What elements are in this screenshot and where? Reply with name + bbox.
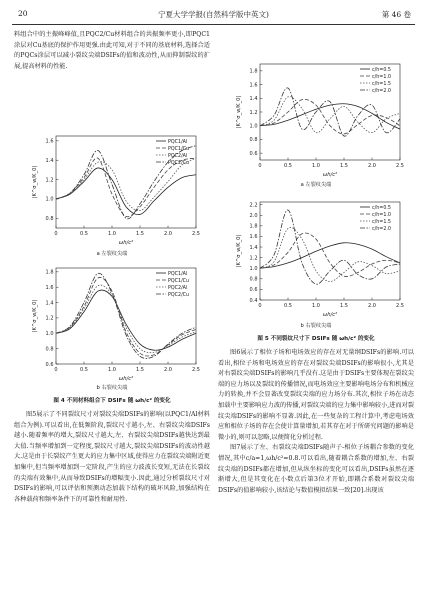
fig4a-x-tick-label: 0 [54,231,58,237]
fig4b-x-tick-label: 2.0 [164,367,172,373]
figure-4b-chart [14,262,210,384]
fig4a-legend-label: PQC2/Al [168,153,188,159]
fig5a-y-tick-label: 1.8 [249,68,258,75]
fig4a-y-tick-label: 1.4 [45,158,54,165]
fig4b-y-tick-label: 1.2 [45,315,54,322]
fig5a-x-tick-label: 1.0 [312,163,320,169]
fig4b-y-tick-label: 0.8 [45,346,54,353]
fig5b-x-tick-label: 1.5 [340,303,348,309]
fig4a-legend-label: PQC1/Al [168,139,188,145]
fig4a-legend-label: PQC2/Cu [168,160,190,166]
fig5a-y-tick-label: 1.6 [249,82,258,89]
fig5a-y-tick-label: 1.4 [249,96,258,103]
fig4a-x-tick-label: 2.5 [192,231,200,237]
fig5b-series-line-1 [260,243,400,268]
fig5b-x-tick-label: 1.0 [312,303,320,309]
fig4b-x-tick-label: 1.5 [136,367,144,373]
fig5b-x-tick-label: 0 [258,303,262,309]
fig5b-y-tick-label: 1.2 [249,255,258,262]
fig4b-y-tick-label: 1.6 [45,285,54,291]
figure-5-caption: 图 5 不同裂纹尺寸下 DSIFs 随 ωh/c² 的变化 [257,336,375,342]
fig5a-y-tick-label: 0.6 [249,150,258,157]
fig5a-x-tick-label: 0.5 [284,163,292,169]
fig5b-y-tick-label: 0.4 [249,297,258,304]
left-intro-text: 料组合中的主振峰峰值,且PQC2/Cu材料组合的共振频率更小,即PQC1涂层对Cu基底的保护作用更强.由此可知,对于不同的基底材料,选择合适的PQCs涂层可以减小裂纹尖端DSIFs的值和波动性,从而抑制裂纹的扩展,提高材料的性能. [14,31,210,70]
volume-label: 第 46 卷 [381,10,411,19]
fig4b-y-tick-label: 1.0 [45,331,54,338]
figure-4a-chart [14,130,210,248]
fig4b-x-tick-label: 2.5 [192,367,200,373]
fig4a-x-tick-label: 0.5 [80,231,88,237]
fig4a-series-line-1 [56,168,196,215]
fig4b-legend-label: PQC2/Al [168,285,188,291]
fig4a-x-tick-label: 2.0 [164,231,172,237]
journal-title: 宁夏大学学报(自然科学版中英文) [158,10,269,19]
fig4b-y-tick-label: 0.6 [45,361,54,368]
fig5a-series-line-4 [260,88,400,136]
fig4b-y-tick-label: 1.8 [45,269,54,276]
fig4b-x-axis-label: ωh/c² [118,376,134,382]
fig4a-x-axis-label: ωh/c² [118,240,134,246]
fig5b-series-line-2 [260,233,400,277]
figure-5a-chart [218,58,414,180]
fig4a-y-tick-label: 0.8 [45,216,54,223]
fig5a-y-axis-label: |K^σ_w/K_0| [236,95,242,129]
figure-4b-subcaption: b 右裂纹尖端 [96,385,128,391]
fig5a-x-tick-label: 1.5 [340,163,348,169]
fig5a-y-tick-label: 1.0 [249,123,258,130]
fig5b-y-tick-label: 0.6 [249,287,258,294]
figure-4a-subcaption: a 左裂纹尖端 [96,251,128,257]
page-number: 20 [18,9,28,18]
fig5a-x-tick-label: 2.0 [368,163,376,169]
figure-5b-chart [218,196,414,320]
fig4b-x-tick-label: 0 [54,367,58,373]
fig5b-y-tick-label: 0.8 [249,276,258,283]
fig4a-y-tick-label: 1.6 [45,138,54,145]
fig4a-y-tick-label: 1.2 [45,177,54,184]
header-rule [12,24,415,25]
fig4a-y-tick-label: 1.0 [45,196,54,203]
fig5a-series-line-2 [260,99,400,134]
fig5b-x-tick-label: 2.5 [396,303,404,309]
figure-5a-subcaption: a 左裂纹尖端 [300,182,332,188]
fig5a-x-axis-label: ωh/c² [322,172,338,178]
fig5a-legend-label: c/h=1.5 [372,81,391,87]
figure-4-caption: 图 4 不同材料组合下 DSIFs 随 ωh/c² 的变化 [53,398,171,404]
fig4a-x-tick-label: 1.0 [108,231,116,237]
fig5b-x-tick-label: 0.5 [284,303,292,309]
fig5b-y-tick-label: 1.8 [249,223,258,230]
fig5a-legend-label: c/h=2.0 [372,88,391,94]
fig5b-y-tick-label: 2.0 [249,213,258,220]
fig5b-legend-label: c/h=0.5 [372,205,391,211]
fig4a-y-axis-label: |K^σ_w/K_0| [32,165,38,199]
fig4b-x-tick-label: 1.0 [108,367,116,373]
fig5a-x-tick-label: 0 [258,163,262,169]
fig5b-y-tick-label: 1.0 [249,266,258,273]
fig4b-legend-label: PQC1/Cu [168,278,190,284]
fig4b-legend-label: PQC2/Cu [168,292,190,298]
fig5a-legend-label: c/h=0.5 [372,67,391,73]
fig5b-x-axis-label: ωh/c² [322,312,338,318]
fig5b-legend-label: c/h=1.0 [372,212,391,218]
fig5b-legend-label: c/h=1.5 [372,219,391,225]
fig5a-y-tick-label: 0.8 [249,137,258,144]
fig5b-x-tick-label: 2.0 [368,303,376,309]
fig4b-y-axis-label: |K^σ_w/K_0| [32,299,38,333]
fig4b-y-tick-label: 1.4 [45,300,54,307]
fig4b-x-tick-label: 0.5 [80,367,88,373]
fig5a-x-tick-label: 2.5 [396,163,404,169]
fig4b-legend-label: PQC1/Al [168,271,188,277]
fig4a-legend-label: PQC1/Cu [168,146,190,152]
fig5b-y-tick-label: 1.6 [249,234,258,241]
left-body-text: 图5展示了不同裂纹尺寸对裂纹尖端DSIFs的影响(以PQC1/Al材料组合为例).可以看出,在低频阶段,裂纹尺寸越小,左、右裂纹尖端DSIFs越小.随着频率的增大,裂纹尺寸越大,左、右裂纹尖端DSIFs越快达到最大值.当频率增加到一定程度,裂纹尺寸越大,裂纹尖端DSIFs的波动性越大.这是由于长裂纹产生更大的应力集中区域,使得应力在裂纹尖端附近更加集中,但当频率增加到一定阶段,产生的应力波波长变短,无法在长裂纹的尖端有效集中,从而导致DSIFs的增幅变小.因此,通过分析裂纹尺寸对DSIFs的影响,可以评估和预测动态加载下结构的破坏风险,加强结构在各种载荷和频率条件下的可靠性和耐用性. [14,411,210,503]
fig5a-legend-label: c/h=1.0 [372,74,391,80]
fig5b-legend-label: c/h=2.0 [372,226,391,232]
fig5b-y-axis-label: |K^σ_w/K_0| [236,234,242,268]
fig5b-y-tick-label: 1.4 [249,244,258,251]
fig5a-y-tick-label: 1.2 [249,109,258,116]
page-header [12,9,415,23]
right-body-text: 图6展示了相位子场和电场效应的存在对无量纲DSIFs的影响.可以看出,相位子场和电场效应的存在对裂纹尖端DSIFs的影响很小,尤其是对右裂纹尖端DSIFs的影响几乎没有.这是由于DSIFs主要体现在裂纹尖端的应力场以及裂纹的传播情况,而电场效应主要影响电场分布和机械应力的转换,并不会显著改变裂纹尖端的应力场分布.其次,相位子场在动态加载中主要影响应力波的传播,对裂纹尖端的应力集中影响较小,进而对裂纹尖端DSIFs的影响不显著.因此,在一些复杂的工程计算中,考虑电场效应和相位子场的存在会使计算量增加,若其存在对于所研究问题的影响是微小的,则可以忽略,以便简化分析过程. 图7展示了左、右裂纹尖端DSIFs随声子-相位子场耦合参数的变化情况,其中c/a=1,ωh/c²=0.8.可以看出,随着耦合系数的增加,左、右裂纹尖端的DSIFs都在增加,但从纵坐标的变化可以看出,DSIFs虽然在逐渐增大,但是其变化在小数点后第3位才开始,即耦合系数对裂纹尖端DSIFs的值影响较小,该结论与数值模拟结果一致[20].出现该 [218,349,414,494]
fig4a-x-tick-label: 1.5 [136,231,144,237]
fig5b-y-tick-label: 2.2 [249,202,258,209]
figure-5b-subcaption: b 右裂纹尖端 [300,323,332,329]
